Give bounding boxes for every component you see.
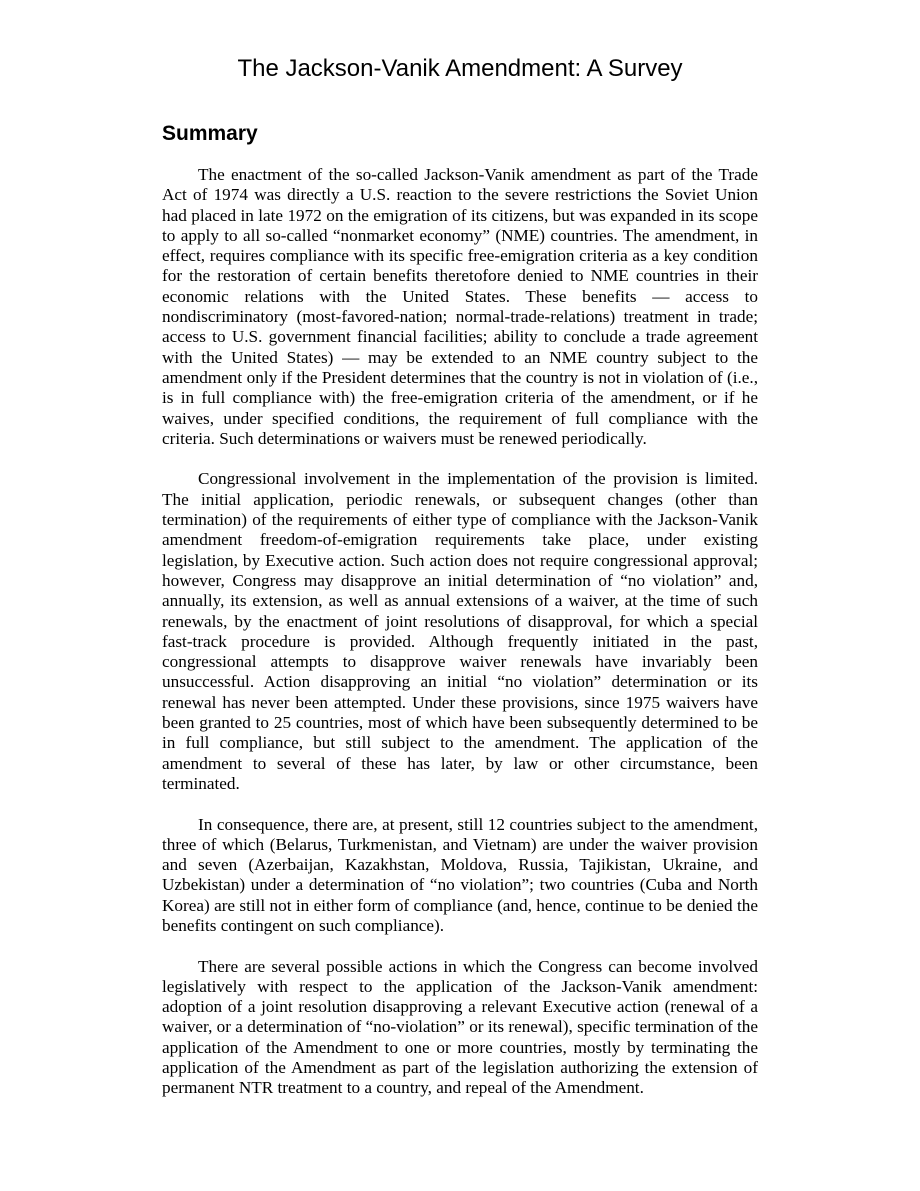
summary-paragraph-1: The enactment of the so-called Jackson-Vanik amendment as part of the Trade Act of 1974 was directly a U.S. reaction to the severe restrictions the Soviet Union had placed in late 1972 on the emigration of its citizens, but was expanded in its scope to apply to all so-called “nonmarket economy” (NME) countries. The amendment, in effect, requires compliance with its specific free-emigration criteria as a key condition for the restoration of certain benefits theretofore denied to NME countries in their economic relations with the United States. These benefits — access to nondiscriminatory (most-favored-nation; normal-trade-relations) treatment in trade; access to U.S. government financial facilities; ability to conclude a trade agreement with the United States) — may be extended to an NME country subject to the amendment only if the President determines that the country is not in violation of (i.e., is in full compliance with) the free-emigration criteria of the amendment, or if he waives, under specified conditions, the requirement of full compliance with the criteria. Such determinations or waivers must be renewed periodically. [162,165,758,448]
summary-body [162,165,758,1119]
page-title: The Jackson-Vanik Amendment: A Survey [237,55,683,82]
summary-paragraph-2: Congressional involvement in the implementation of the provision is limited. The initial application, periodic renewals, or subsequent changes (other than termination) of the requirements of either type of compliance with the Jackson-Vanik amendment freedom-of-emigration requirements take place, under existing legislation, by Executive action. Such action does not require congressional approval; however, Congress may disapprove an initial determination of “no violation” and, annually, its extension, as well as annual extensions of a waiver, at the time of such renewals, by the enactment of joint resolutions of disapproval, for which a special fast-track procedure is provided. Although frequently initiated in the past, congressional attempts to disapprove waiver renewals have invariably been unsuccessful. Action disapproving an initial “no violation” determination or its renewal has never been attempted. Under these provisions, since 1975 waivers have been granted to 25 countries, most of which have been subsequently determined to be in full compliance, but still subject to the amendment. The application of the amendment to several of these has later, by law or other circumstance, been terminated. [162,469,758,793]
section-heading-summary: Summary [162,122,258,145]
summary-paragraph-3: In consequence, there are, at present, still 12 countries subject to the amendment, three of which (Belarus, Turkmenistan, and Vietnam) are under the waiver provision and seven (Azerbaijan, Kazakhstan, Moldova, Russia, Tajikistan, Ukraine, and Uzbekistan) under a determination of “no violation”; two countries (Cuba and North Korea) are still not in either form of compliance (and, hence, continue to be denied the benefits contingent on such compliance). [162,814,758,935]
summary-paragraph-4: There are several possible actions in which the Congress can become involved legislatively with respect to the application of the Jackson-Vanik amendment: adoption of a joint resolution disapproving a relevant Executive action (renewal of a waiver, or a determination of “no-violation” or its renewal), specific termination of the application of the Amendment to one or more countries, mostly by terminating the application of the Amendment as part of the legislation authorizing the extension of permanent NTR treatment to a country, and repeal of the Amendment. [162,956,758,1098]
